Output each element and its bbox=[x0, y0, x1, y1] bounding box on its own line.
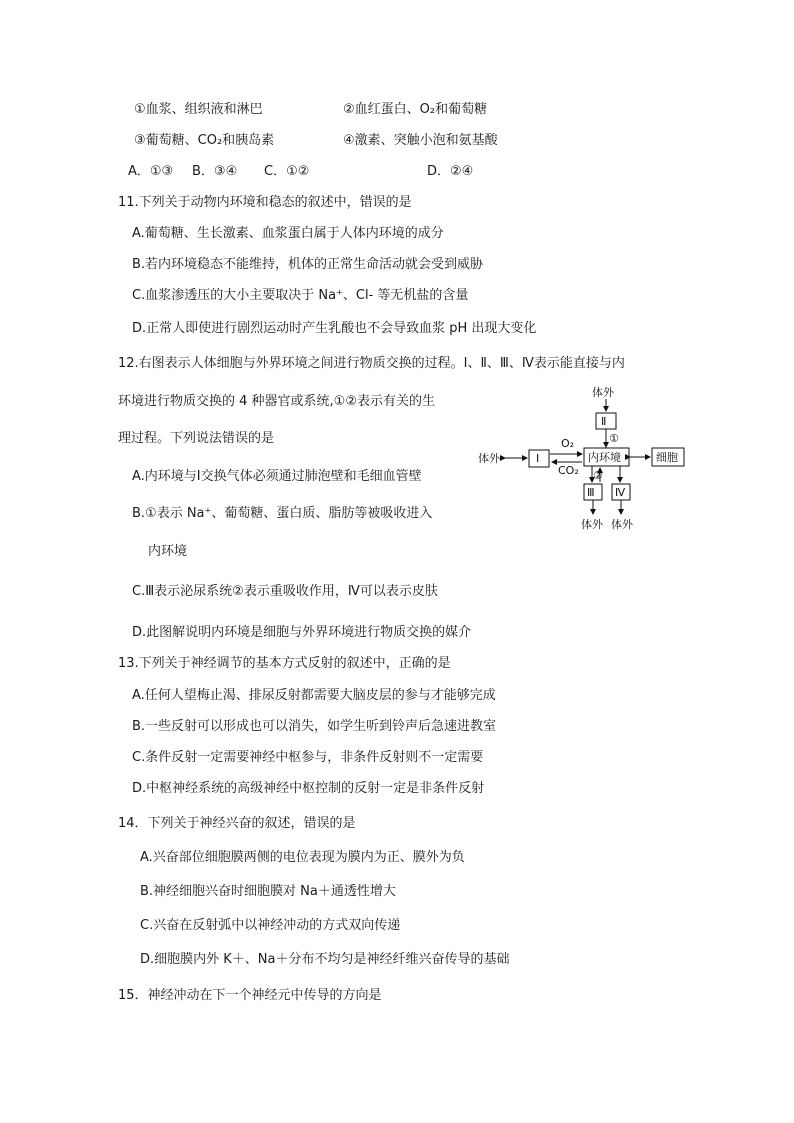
box-III-label: Ⅲ bbox=[587, 486, 595, 499]
inner-environment-label: 内环境 bbox=[588, 451, 621, 464]
q10-item-3: ③葡萄糖、CO₂和胰岛素 bbox=[134, 133, 275, 148]
o2-label: O₂ bbox=[561, 437, 575, 450]
q10-option-b: B．③④ bbox=[192, 164, 238, 179]
mark-1-label: ① bbox=[609, 432, 619, 445]
q12-option-b: B.①表示 Na⁺、葡萄糖、蛋白质、脂肪等被吸收进入 bbox=[132, 506, 433, 521]
outside-bottom-left-label: 体外 bbox=[581, 518, 603, 531]
q12-stem-line3: 理过程。下列说法错误的是 bbox=[118, 431, 275, 446]
q12-option-a: A.内环境与Ⅰ交换气体必须通过肺泡壁和毛细血管壁 bbox=[132, 469, 422, 484]
exchange-diagram-svg bbox=[474, 384, 689, 534]
co2-label: CO₂ bbox=[558, 464, 579, 477]
q12-stem-line2: 环境进行物质交换的 4 种器官或系统,①②表示有关的生 bbox=[118, 394, 435, 409]
q12-stem-line1: 12.右图表示人体细胞与外界环境之间进行物质交换的过程。Ⅰ、Ⅱ、Ⅲ、Ⅳ表示能直接与内 bbox=[118, 356, 625, 371]
q11-option-d: D.正常人即使进行剧烈运动时产生乳酸也不会导致血浆 pH 出现大变化 bbox=[132, 321, 537, 336]
exchange-diagram bbox=[474, 384, 689, 534]
box-IV-label: Ⅳ bbox=[615, 486, 626, 499]
q12-option-b-cont: 内环境 bbox=[148, 544, 188, 559]
q14-option-c: C.兴奋在反射弧中以神经冲动的方式双向传递 bbox=[140, 918, 401, 933]
q11-option-b: B.若内环境稳态不能维持，机体的正常生命活动就会受到威胁 bbox=[132, 257, 484, 272]
outside-bottom-right-label: 体外 bbox=[611, 518, 633, 531]
q13-option-a: A.任何人望梅止渴、排尿反射都需要大脑皮层的参与才能够完成 bbox=[132, 688, 496, 703]
q13-option-c: C.条件反射一定需要神经中枢参与，非条件反射则不一定需要 bbox=[132, 750, 484, 765]
q10-item-4: ④激素、突触小泡和氨基酸 bbox=[343, 133, 498, 148]
q11-option-c: C.血浆渗透压的大小主要取决于 Na⁺、Cl- 等无机盐的含量 bbox=[132, 288, 469, 303]
q13-stem: 13.下列关于神经调节的基本方式反射的叙述中，正确的是 bbox=[118, 656, 451, 671]
q11-option-a: A.葡萄糖、生长激素、血浆蛋白属于人体内环境的成分 bbox=[132, 226, 444, 241]
q11-stem: 11.下列关于动物内环境和稳态的叙述中，错误的是 bbox=[118, 195, 412, 210]
box-I-label: Ⅰ bbox=[536, 452, 540, 465]
q13-option-d: D.中枢神经系统的高级神经中枢控制的反射一定是非条件反射 bbox=[132, 781, 485, 796]
q14-option-d: D.细胞膜内外 K＋、Na＋分布不均匀是神经纤维兴奋传导的基础 bbox=[140, 952, 510, 967]
box-II-label: Ⅱ bbox=[601, 415, 607, 428]
q10-option-c: C．①② bbox=[264, 164, 310, 179]
outside-left-label: 体外 bbox=[478, 452, 500, 465]
q10-option-d: D．②④ bbox=[427, 164, 474, 179]
mark-2-label: ② bbox=[593, 469, 603, 482]
q15-stem: 15．神经冲动在下一个神经元中传导的方向是 bbox=[118, 988, 382, 1003]
q12-option-c: C.Ⅲ表示泌尿系统②表示重吸收作用，Ⅳ可以表示皮肤 bbox=[132, 584, 438, 599]
q14-option-a: A.兴奋部位细胞膜两侧的电位表现为膜内为正、膜外为负 bbox=[140, 850, 465, 865]
cell-label: 细胞 bbox=[656, 451, 678, 464]
outside-top-label: 体外 bbox=[592, 386, 614, 399]
q10-item-1: ①血浆、组织液和淋巴 bbox=[134, 102, 263, 117]
q12-option-d: D.此图解说明内环境是细胞与外界环境进行物质交换的媒介 bbox=[132, 625, 472, 640]
q10-option-a: A．①③ bbox=[128, 164, 174, 179]
q13-option-b: B.一些反射可以形成也可以消失，如学生听到铃声后急速进教室 bbox=[132, 719, 497, 734]
q14-stem: 14．下列关于神经兴奋的叙述，错误的是 bbox=[118, 816, 356, 831]
q10-item-2: ②血红蛋白、O₂和葡萄糖 bbox=[343, 102, 488, 117]
q14-option-b: B.神经细胞兴奋时细胞膜对 Na＋通透性增大 bbox=[140, 884, 396, 899]
